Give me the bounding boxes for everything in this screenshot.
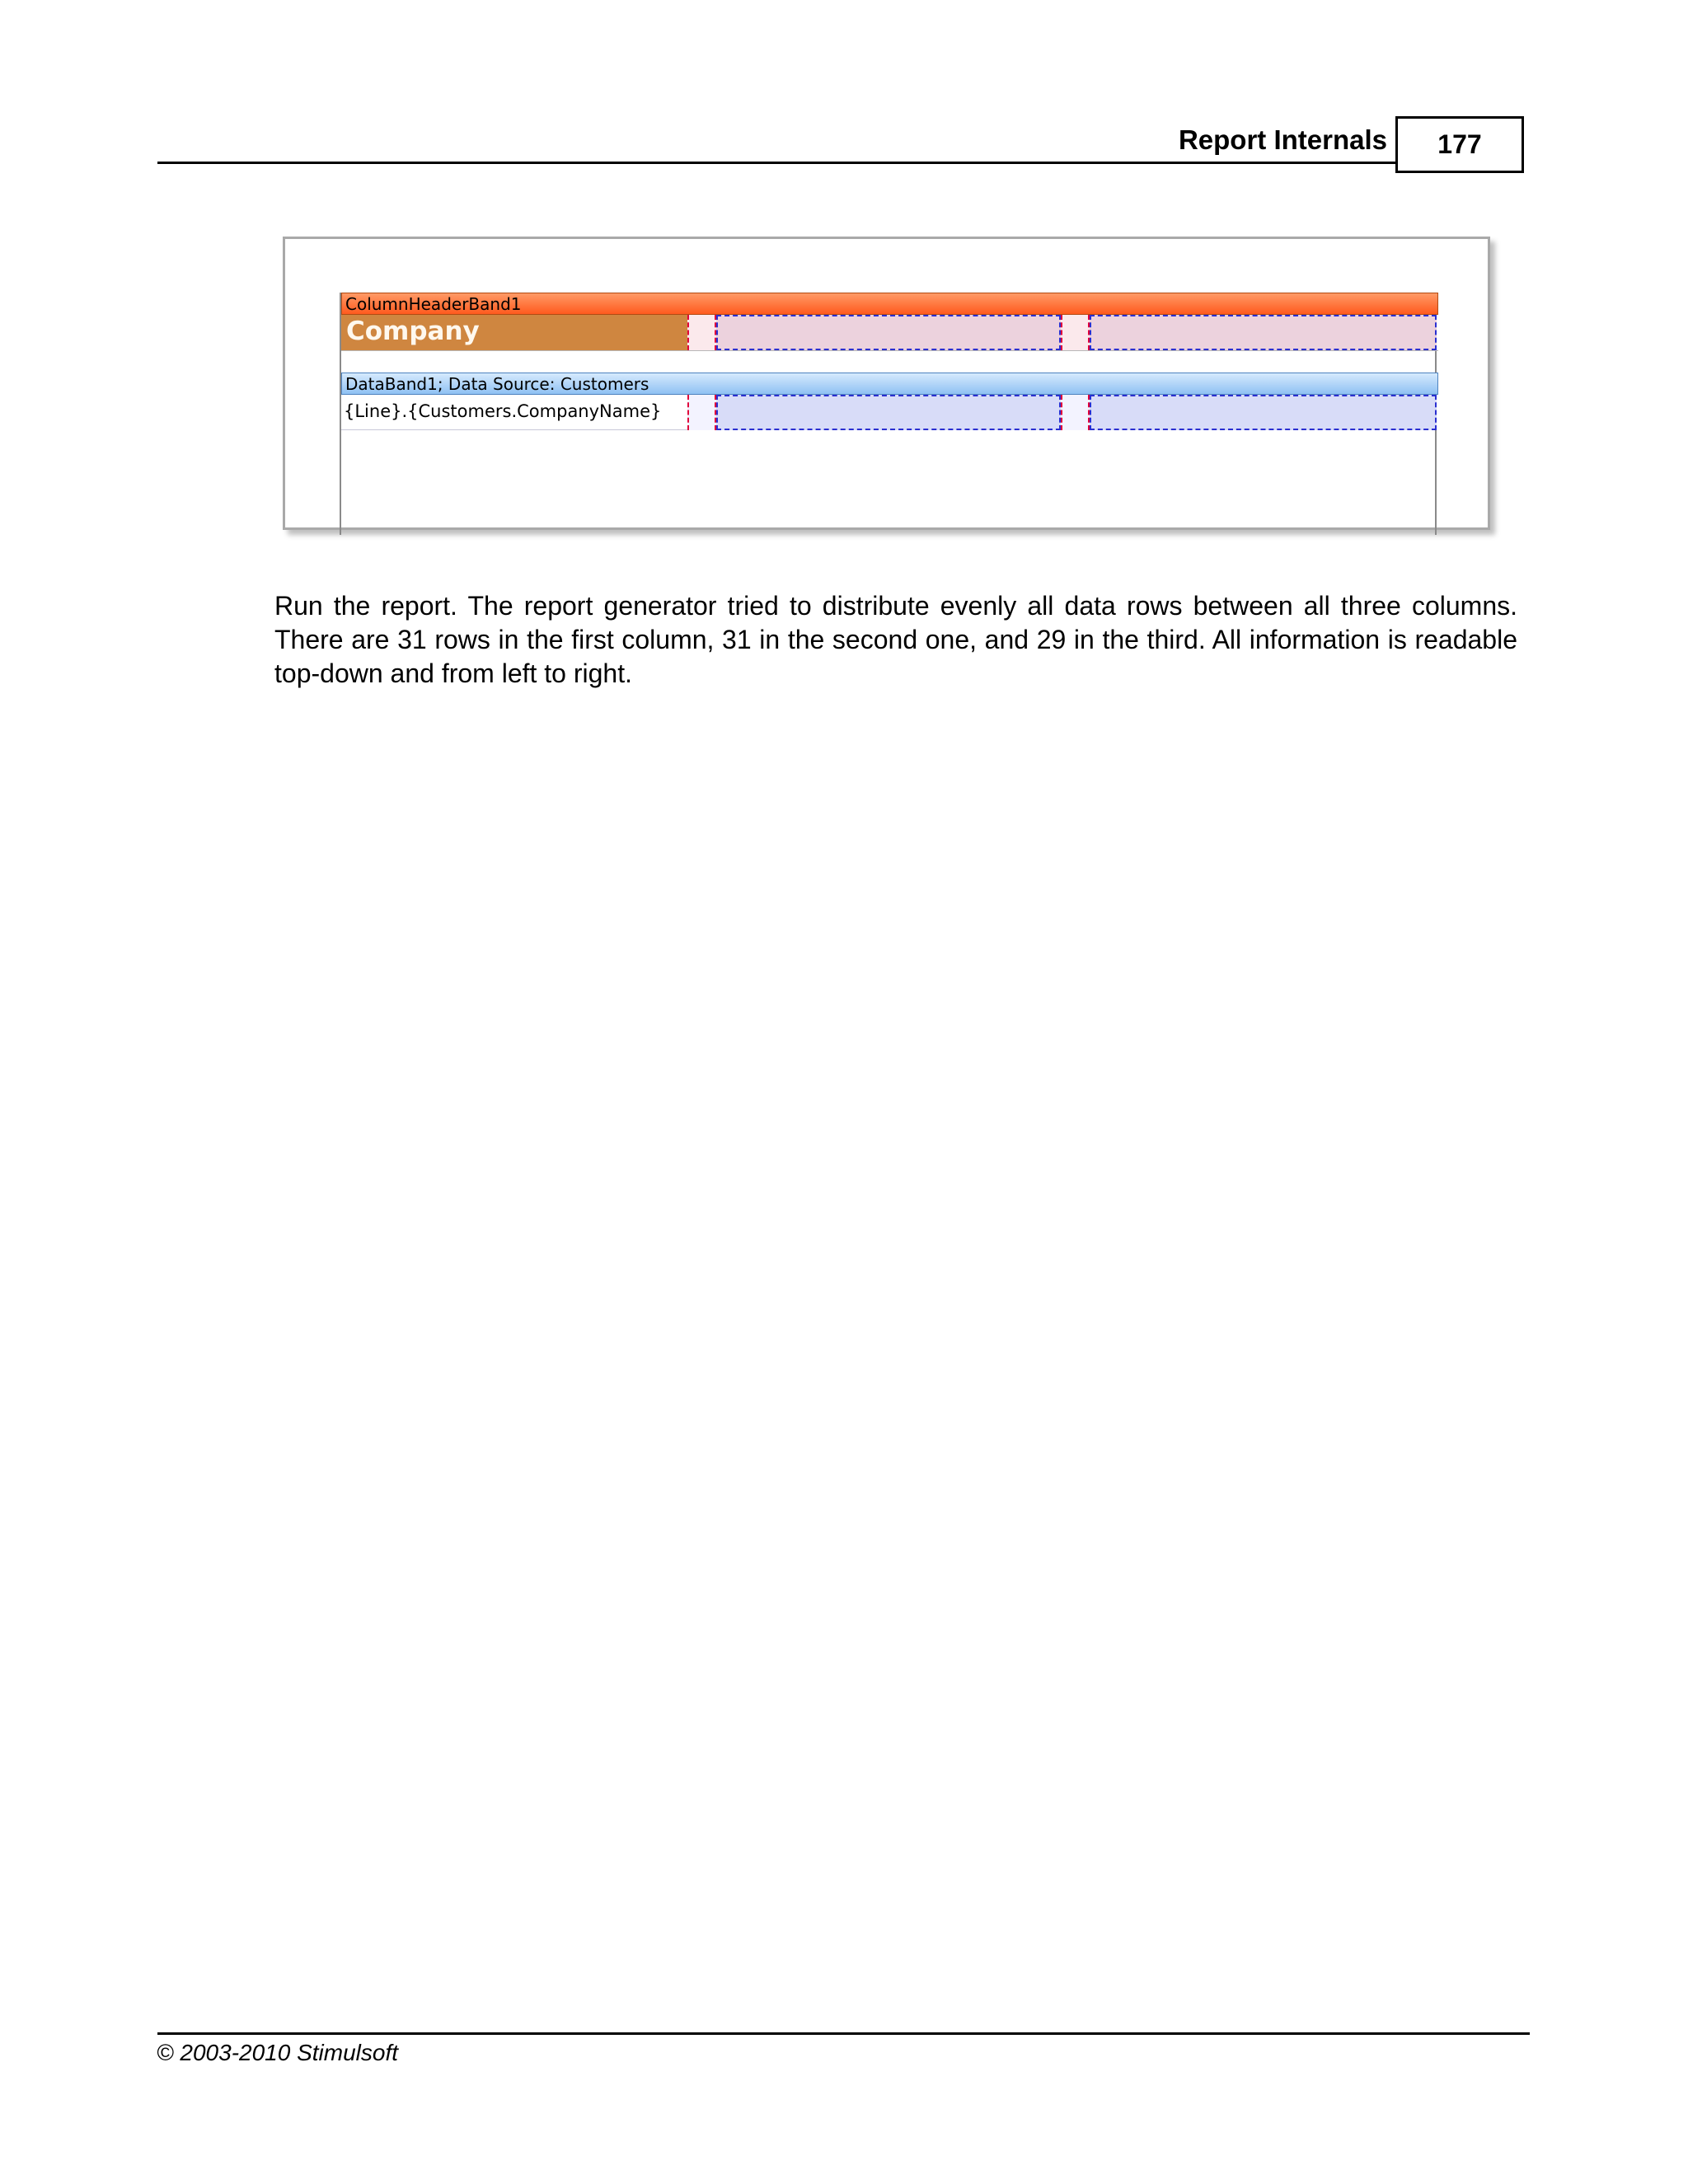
report-designer-screenshot <box>283 237 1490 530</box>
column-2-data <box>716 395 1061 430</box>
band-separator <box>341 350 1438 351</box>
column-gap-1-data <box>687 395 716 430</box>
column-gap-2-data <box>1061 395 1090 430</box>
page-header-title: Report Internals <box>1178 124 1387 155</box>
footer-rule <box>157 2032 1530 2035</box>
column-3-header <box>1090 315 1437 350</box>
body-paragraph: Run the report. The report generator tried to distribute evenly all data rows between all three columns. There are 31 rows in the first column, 31 in the second one, and 29 in the third. All information is readable top-down and from left to right. <box>274 591 1517 688</box>
column-gap-1-header <box>687 315 716 350</box>
footer-copyright: © 2003-2010 Stimulsoft <box>157 2040 399 2065</box>
column-2-header <box>716 315 1061 350</box>
data-band-title[interactable]: DataBand1; Data Source: Customers <box>341 373 1438 395</box>
header-rule <box>157 162 1397 164</box>
column-header-band-title[interactable]: ColumnHeaderBand1 <box>341 293 1438 315</box>
company-name-expression-textbox[interactable]: {Line}.{Customers.CompanyName} <box>341 395 687 430</box>
column-3-data <box>1090 395 1437 430</box>
page-number-box: 177 <box>1395 116 1524 173</box>
company-header-textbox[interactable]: Company <box>341 315 687 350</box>
report-page-area <box>340 293 1437 535</box>
column-gap-2-header <box>1061 315 1090 350</box>
